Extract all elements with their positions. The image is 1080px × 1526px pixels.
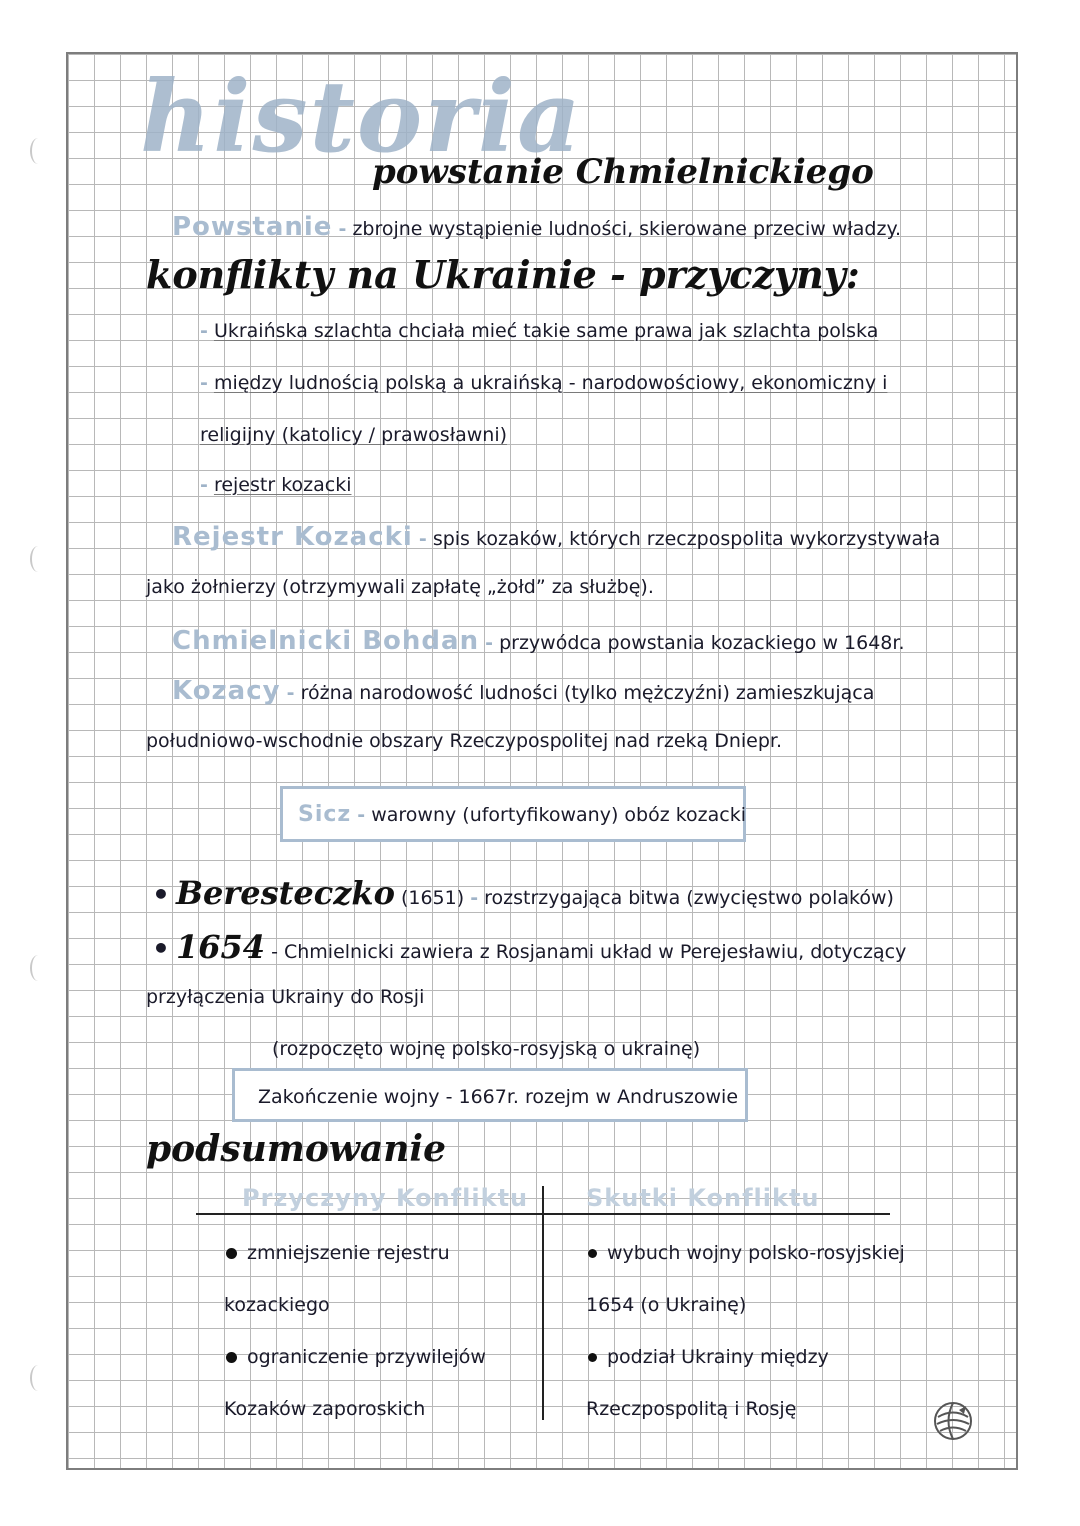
event-1654-note: (rozpoczęto wojnę polsko-rosyjską o ukrainę) — [272, 1038, 701, 1060]
event-beresteczko: • Beresteczko (1651) - rozstrzygająca bitwa (zwycięstwo polaków) — [152, 874, 894, 912]
summary-cause-item: zmniejszenie rejestru — [226, 1242, 450, 1264]
binder-hole — [30, 1365, 46, 1391]
definition-kozacy: Kozacy - różna narodowość ludności (tylko mężczyźni) zamieszkująca — [172, 676, 875, 706]
summary-cause-item-cont: Kozaków zaporoskich — [224, 1398, 426, 1420]
term-kozacy: Kozacy — [172, 676, 281, 706]
summary-cause-item: ograniczenie przywilejów — [226, 1346, 486, 1368]
summary-cause-item-cont: kozackiego — [224, 1294, 330, 1316]
summary-heading: podsumowanie — [146, 1128, 446, 1170]
event-1654-cont: przyłączenia Ukrainy do Rosji — [146, 986, 425, 1008]
summary-effect-item: podział Ukrainy między — [588, 1346, 829, 1368]
column-header-causes: Przyczyny Konfliktu — [242, 1184, 529, 1212]
binder-hole — [30, 955, 46, 981]
section-heading-causes: konflikty na Ukrainie - przyczyny: — [146, 252, 860, 297]
cause-item: - Ukraińska szlachta chciała mieć takie same prawa jak szlachta polska — [200, 320, 879, 342]
column-header-effects: Skutki Konfliktu — [586, 1184, 820, 1212]
event-label: 1654 — [175, 928, 266, 966]
page-title: historia — [140, 60, 583, 175]
definition-rejestr: Rejestr Kozacki - spis kozaków, których rzeczpospolita wykorzystywała — [172, 522, 941, 552]
term-chmielnicki: Chmielnicki Bohdan — [172, 626, 480, 656]
term-sicz: Sicz — [298, 802, 352, 827]
term-powstanie: Powstanie — [172, 212, 333, 242]
summary-effect-item: wybuch wojny polsko-rosyjskiej — [588, 1242, 905, 1264]
event-1654: • 1654 - Chmielnicki zawiera z Rosjanami układ w Perejesławiu, dotyczący — [152, 928, 907, 966]
term-rejestr: Rejestr Kozacki — [172, 522, 413, 552]
cause-item: - między ludnością polską a ukraińską - narodowościowy, ekonomiczny i — [200, 372, 888, 394]
summary-effect-item-cont: 1654 (o Ukrainę) — [586, 1294, 747, 1316]
definition-text: zbrojne wystąpienie ludności, skierowane przeciw władzy. — [352, 218, 902, 240]
event-label: Beresteczko — [175, 874, 395, 912]
binder-hole — [30, 546, 46, 572]
definition-sicz: Sicz - warowny (ufortyfikowany) obóz kozacki — [298, 802, 747, 827]
cause-item: - rejestr kozacki — [200, 474, 352, 496]
definition-rejestr-cont: jako żołnierzy (otrzymywali zapłatę „żołd” za służbę). — [146, 576, 654, 598]
page-subtitle: powstanie Chmielnickiego — [372, 152, 874, 192]
definition-kozacy-cont: południowo-wschodnie obszary Rzeczypospolitej nad rzeką Dniepr. — [146, 730, 783, 752]
summary-effect-item-cont: Rzeczpospolitą i Rosję — [586, 1398, 797, 1420]
globe-logo-icon — [932, 1400, 974, 1442]
definition-powstanie: Powstanie - zbrojne wystąpienie ludności, skierowane przeciw władzy. — [172, 212, 902, 242]
cause-item-cont: religijny (katolicy / prawosławni) — [200, 424, 508, 446]
war-end-text: Zakończenie wojny - 1667r. rozejm w Andruszowie — [258, 1086, 739, 1108]
definition-chmielnicki: Chmielnicki Bohdan - przywódca powstania kozackiego w 1648r. — [172, 626, 905, 656]
binder-hole — [30, 138, 46, 164]
table-divider-vertical — [542, 1186, 544, 1420]
